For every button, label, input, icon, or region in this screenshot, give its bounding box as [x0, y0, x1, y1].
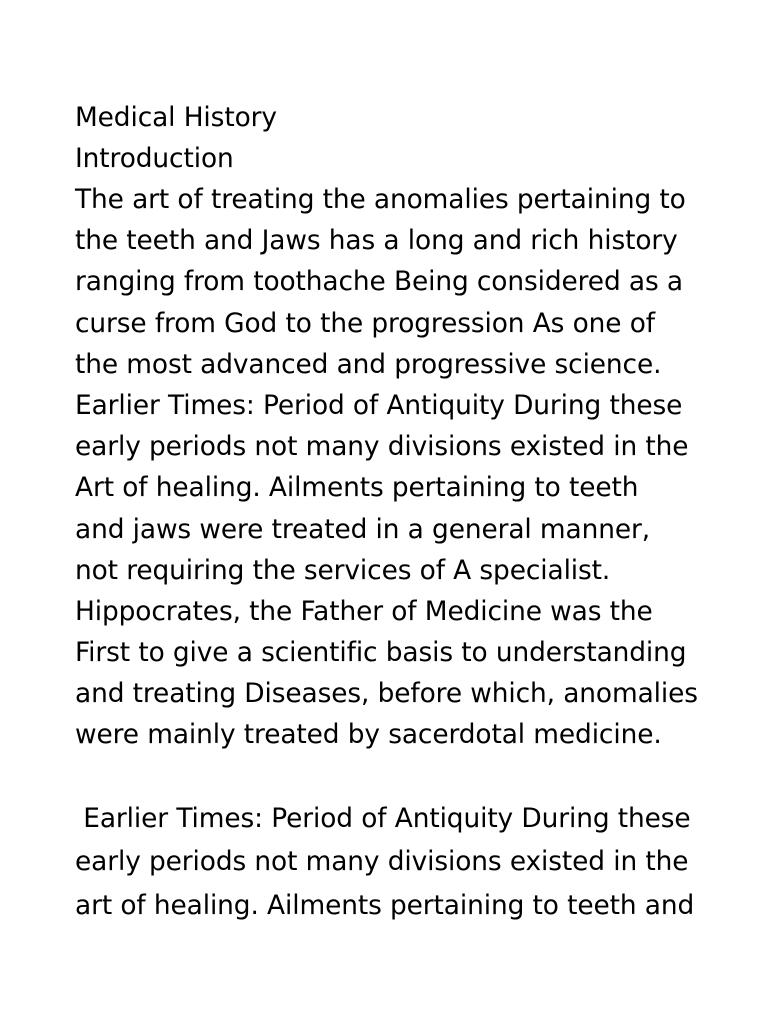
- text-line: ranging from toothache Being considered as a: [75, 266, 683, 297]
- text-line: the teeth and Jaws has a long and rich history: [75, 225, 678, 256]
- text-line: and jaws were treated in a general manner,: [75, 514, 651, 545]
- text-line: Hippocrates, the Father of Medicine was the: [75, 596, 653, 627]
- text-line: early periods not many divisions existed in the: [75, 846, 689, 877]
- text-line: Earlier Times: Period of Antiquity During these: [75, 390, 683, 421]
- title-line: Medical History: [75, 102, 277, 133]
- text-line: and treating Diseases, before which, anomalies: [75, 678, 698, 709]
- text-line: not requiring the services of A specialist.: [75, 555, 611, 586]
- text-line: First to give a scientific basis to understanding: [75, 637, 687, 668]
- text-line: the most advanced and progressive science.: [75, 349, 662, 380]
- text-line: The art of treating the anomalies pertaining to: [75, 184, 686, 215]
- section-heading: Introduction: [75, 143, 234, 174]
- text-line: Art of healing. Ailments pertaining to teeth: [75, 472, 639, 503]
- text-line: curse from God to the progression As one of: [75, 308, 655, 339]
- text-line: art of healing. Ailments pertaining to teeth and: [75, 890, 695, 921]
- text-line: were mainly treated by sacerdotal medicine.: [75, 719, 662, 750]
- text-line: early periods not many divisions existed in the: [75, 431, 689, 462]
- text-line: Earlier Times: Period of Antiquity During these: [75, 803, 691, 834]
